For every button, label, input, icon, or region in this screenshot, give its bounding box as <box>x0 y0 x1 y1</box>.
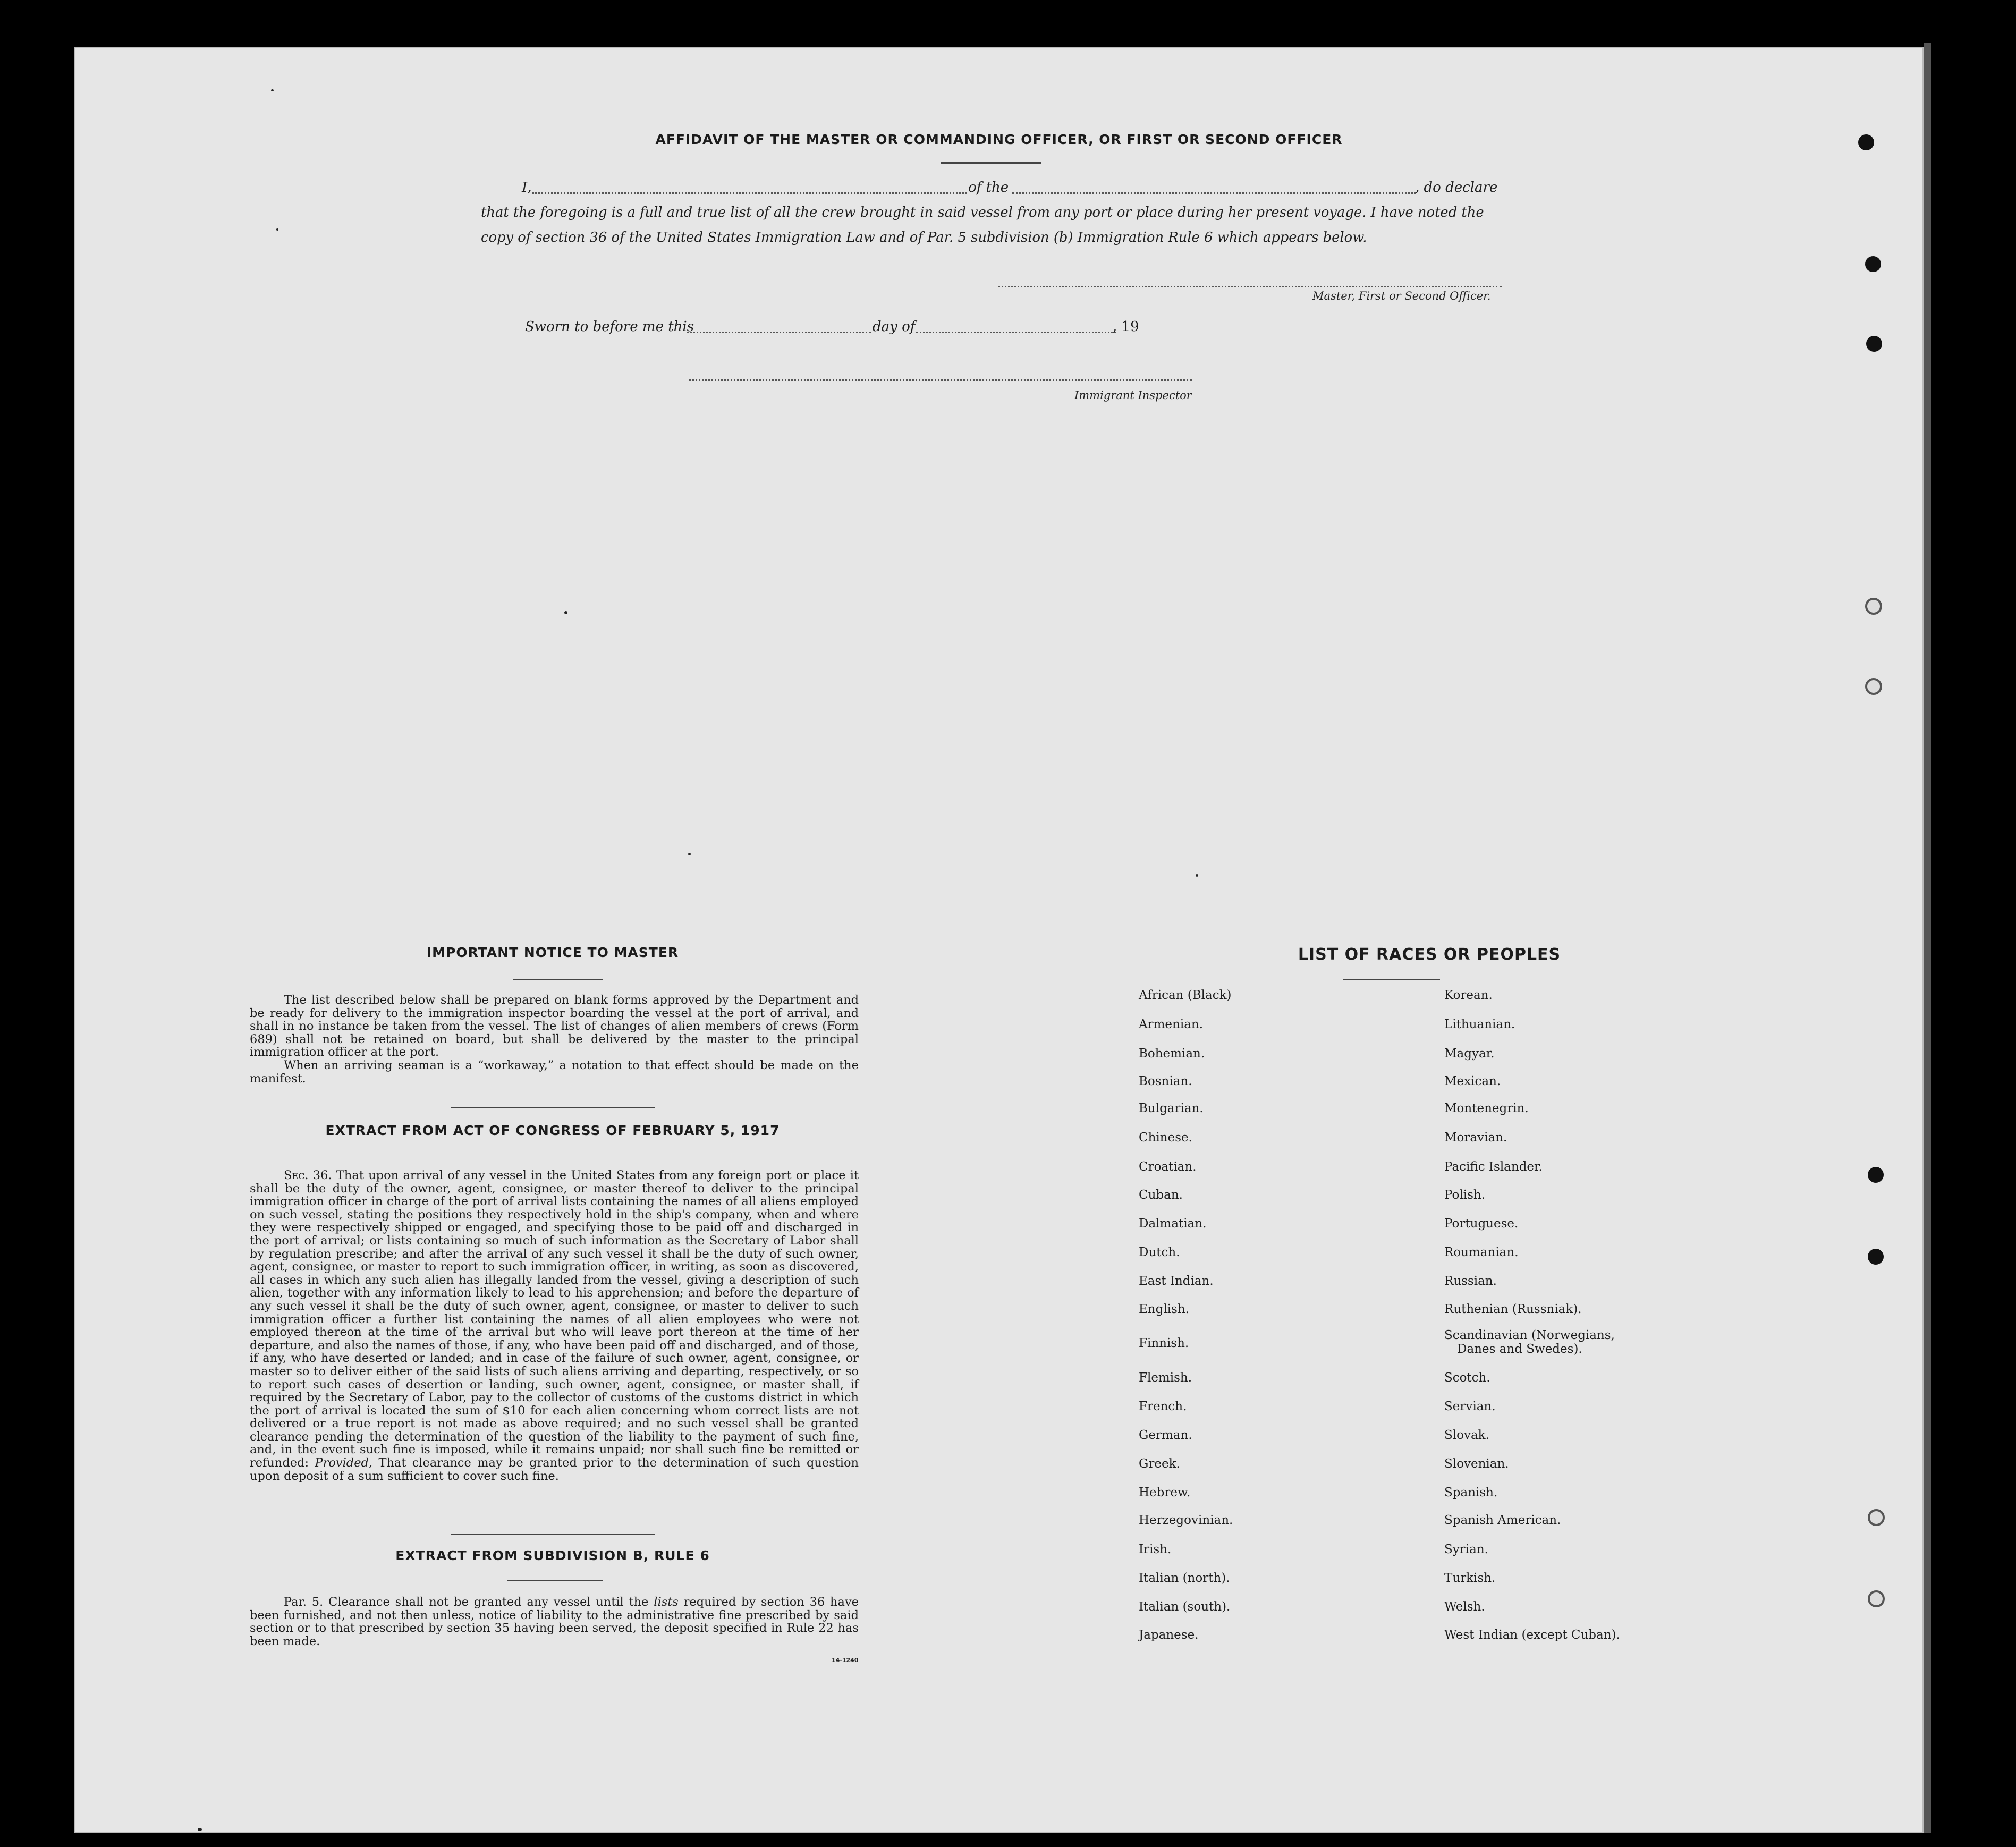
race-left-item: Chinese. <box>1139 1131 1192 1145</box>
race-left-item: Hebrew. <box>1139 1486 1191 1499</box>
race-right-item: Servian. <box>1444 1400 1496 1413</box>
race-left-item: Italian (south). <box>1139 1600 1231 1614</box>
race-left-item: Greek. <box>1139 1457 1180 1471</box>
race-right-item: Slovak. <box>1444 1428 1489 1442</box>
race-left-item: Japanese. <box>1139 1628 1199 1642</box>
extract-act-title: EXTRACT FROM ACT OF CONGRESS OF FEBRUARY 5, 1917 <box>325 1123 780 1138</box>
race-right-item: Ruthenian (Russniak). <box>1444 1302 1582 1316</box>
race-left-item: African (Black) <box>1139 988 1232 1002</box>
races-title-rule <box>1343 979 1440 980</box>
affidavit-declaration-line-3: copy of section 36 of the United States Immigration Law and of Par. 5 subdivision (b) Immigration Rule 6 which appears below. <box>481 230 1367 245</box>
race-left-item: Flemish. <box>1139 1371 1192 1385</box>
inspector-caption: Immigrant Inspector <box>1074 389 1192 402</box>
binder-hole-2 <box>1865 256 1881 272</box>
notice-paragraph-2: When an arriving seaman is a “workaway,” a notation to that effect should be made on the manifest. <box>250 1058 859 1086</box>
notice-body <box>250 994 859 1085</box>
sworn-day-field[interactable] <box>687 332 871 333</box>
extract-rule-title-rule <box>507 1580 603 1581</box>
binder-ring-2 <box>1865 678 1882 695</box>
affidavit-declarant-prefix: I, <box>522 180 532 196</box>
affidavit-declaration-line-2: that the foregoing is a full and true list of all the crew brought in said vessel from any port or place during her present voyage. I have noted the <box>481 205 1484 221</box>
race-right-item: Spanish. <box>1444 1486 1498 1499</box>
race-left-item: German. <box>1139 1428 1192 1442</box>
race-right-item: Lithuanian. <box>1444 1018 1515 1031</box>
extract-act-body <box>250 1169 859 1482</box>
affidavit-title: AFFIDAVIT OF THE MASTER OR COMMANDING OFFICER, OR FIRST OR SECOND OFFICER <box>655 132 1343 147</box>
race-right-item: Magyar. <box>1444 1047 1495 1061</box>
race-right-item: Roumanian. <box>1444 1246 1519 1259</box>
races-title: LIST OF RACES OR PEOPLES <box>1298 945 1561 964</box>
race-right-item: Welsh. <box>1444 1600 1485 1614</box>
par-5-start: Par. 5. Clearance shall not be granted any vessel until the <box>284 1595 649 1609</box>
race-right-item: Scandinavian (Norwegians, Danes and Swedes). <box>1444 1328 1615 1356</box>
race-right-item: Turkish. <box>1444 1571 1496 1585</box>
race-left-item: Finnish. <box>1139 1336 1189 1350</box>
binder-ring-4 <box>1868 1590 1885 1607</box>
speck <box>564 611 567 614</box>
binder-hole-5 <box>1868 1249 1884 1265</box>
affidavit-of-the: of the <box>968 180 1009 196</box>
race-right-item: Korean. <box>1444 988 1493 1002</box>
speck <box>271 89 274 91</box>
race-right-item: Mexican. <box>1444 1074 1501 1088</box>
race-left-item: French. <box>1139 1400 1187 1413</box>
inspector-signature-field[interactable] <box>689 379 1192 381</box>
important-notice-title: IMPORTANT NOTICE TO MASTER <box>426 945 679 960</box>
race-left-item: Bosnian. <box>1139 1074 1192 1088</box>
race-left-item: Irish. <box>1139 1543 1172 1556</box>
sworn-day-of: day of <box>873 319 916 335</box>
sworn-year-prefix: , 19 <box>1113 319 1139 335</box>
form-number: 14-1240 <box>832 1657 859 1664</box>
speck <box>688 853 691 855</box>
binder-ring-1 <box>1865 598 1882 615</box>
race-right-item: Pacific Islander. <box>1444 1160 1543 1174</box>
section-36-end-text: That clearance may be granted prior to the determination of such question upon deposit of a sum sufficient to cover such fine. <box>250 1456 859 1483</box>
manifest-page <box>74 47 1924 1833</box>
race-right-item: Montenegrin. <box>1444 1102 1529 1115</box>
binder-hole-3 <box>1866 336 1882 352</box>
speck <box>276 228 278 231</box>
speck <box>198 1828 202 1831</box>
race-left-item: Dutch. <box>1139 1246 1180 1259</box>
master-signature-field[interactable] <box>998 286 1502 287</box>
race-left-item: Bulgarian. <box>1139 1102 1204 1115</box>
par-5-end: required by section 36 have been furnished, and not then unless, notice of liability to the administrative fine prescribed by said section or to that prescribed by section 35 having been served, the deposit specified in Rule 22 has been made. <box>250 1595 859 1648</box>
vessel-name-field[interactable] <box>1012 192 1416 194</box>
section-label: Sec. 36. <box>284 1168 332 1182</box>
affidavit-do-declare: , do declare <box>1415 180 1498 196</box>
par-5-text <box>250 1596 859 1648</box>
section-36-main-text: That upon arrival of any vessel in the United States from any foreign port or place it shall be the duty of the owner, agent, consignee, or master thereof to deliver to the principal immigration officer in charge of the port of arrival lists containing the names of all aliens employed on such vessel, stating the positions they respectively hold in the ship's company, when and where they were respectively shipped or engaged, and specifying those to be paid off and discharged in the port of arrival; or lists containing so much of such information as the Secretary of Labor shall by regulation prescribe; and after the arrival of any such vessel it shall be the duty of such owner, agent, consignee, or master to report to such immigration officer, in writing, as soon as discovered, all cases in which any such alien has illegally landed from the vessel, giving a description of such alien, together with any information likely to lead to his apprehension; and before the departure of any such vessel it shall be the duty of such owner, agent, consignee, or master to deliver to such immigration officer a further list containing the names of all alien employees who were not employed thereon at the time of the arrival but who will leave port thereon at the time of her departure, and also the names of those, if any, who have been paid off and discharged, and of those, if any, who have deserted or landed; and in case of the failure of such owner, agent, consignee, or master so to deliver either of the said lists of such aliens arriving and departing, respectively, or so to report such cases of desertion or landing, such owner, agent, consignee, or master shall, if required by the Secretary of Labor, pay to the collector of customs of the customs district in which the port of arrival is located the sum of $10 for each alien concerning whom correct lists are not delivered or a true report is not made as above required; and no such vessel shall be granted clearance pending the determination of the question of the liability to the payment of such fine, and, in the event such fine is imposed, while it remains unpaid; nor shall such fine be remitted or refunded: <box>250 1168 859 1470</box>
race-right-item: Scotch. <box>1444 1371 1490 1385</box>
race-left-item: Croatian. <box>1139 1160 1197 1174</box>
race-left-item: Herzegovinian. <box>1139 1513 1233 1527</box>
race-right-item: Moravian. <box>1444 1131 1507 1145</box>
race-left-item: Dalmatian. <box>1139 1217 1207 1231</box>
race-right-item: Polish. <box>1444 1188 1486 1202</box>
race-right-item-continuation: Danes and Swedes). <box>1457 1342 1582 1356</box>
notice-paragraph-1: The list described below shall be prepared on blank forms approved by the Department and be ready for delivery to the immigration inspector boarding the vessel at the port of arrival, and shall in no instance be taken from the vessel. The list of changes of alien members of crews (Form 689) shall not be retained on board, but shall be delivered by the master to the principal immigration officer at the port. <box>250 993 859 1060</box>
binder-hole-1 <box>1858 134 1874 150</box>
race-right-item: West Indian (except Cuban). <box>1444 1628 1620 1642</box>
race-left-item: Armenian. <box>1139 1018 1204 1031</box>
binder-ring-3 <box>1868 1509 1885 1526</box>
notice-end-rule <box>451 1107 655 1108</box>
race-left-item: English. <box>1139 1302 1189 1316</box>
race-right-item: Portuguese. <box>1444 1217 1519 1231</box>
race-right-item: Slovenian. <box>1444 1457 1509 1471</box>
declarant-name-field[interactable] <box>532 192 967 194</box>
sworn-month-field[interactable] <box>916 332 1116 333</box>
section-36-text <box>250 1169 859 1482</box>
master-signature-caption: Master, First or Second Officer. <box>1312 290 1491 302</box>
provided-word: Provided, <box>315 1456 373 1470</box>
extract-rule-title: EXTRACT FROM SUBDIVISION B, RULE 6 <box>395 1548 710 1563</box>
speck <box>1196 874 1198 877</box>
race-left-item: Italian (north). <box>1139 1571 1230 1585</box>
race-left-item: East Indian. <box>1139 1274 1214 1288</box>
affidavit-title-rule <box>941 162 1041 164</box>
notice-title-rule <box>513 979 603 980</box>
binder-hole-4 <box>1868 1167 1884 1183</box>
extract-rule-body <box>250 1596 859 1648</box>
extract-act-end-rule <box>451 1534 655 1535</box>
race-left-item: Cuban. <box>1139 1188 1183 1202</box>
race-right-item: Syrian. <box>1444 1543 1488 1556</box>
race-left-item: Bohemian. <box>1139 1047 1205 1061</box>
sworn-before-me-text: Sworn to before me this <box>525 319 694 335</box>
race-right-item: Spanish American. <box>1444 1513 1561 1527</box>
lists-word: lists <box>654 1595 679 1609</box>
race-right-item: Russian. <box>1444 1274 1497 1288</box>
page-edge <box>1924 43 1931 1833</box>
